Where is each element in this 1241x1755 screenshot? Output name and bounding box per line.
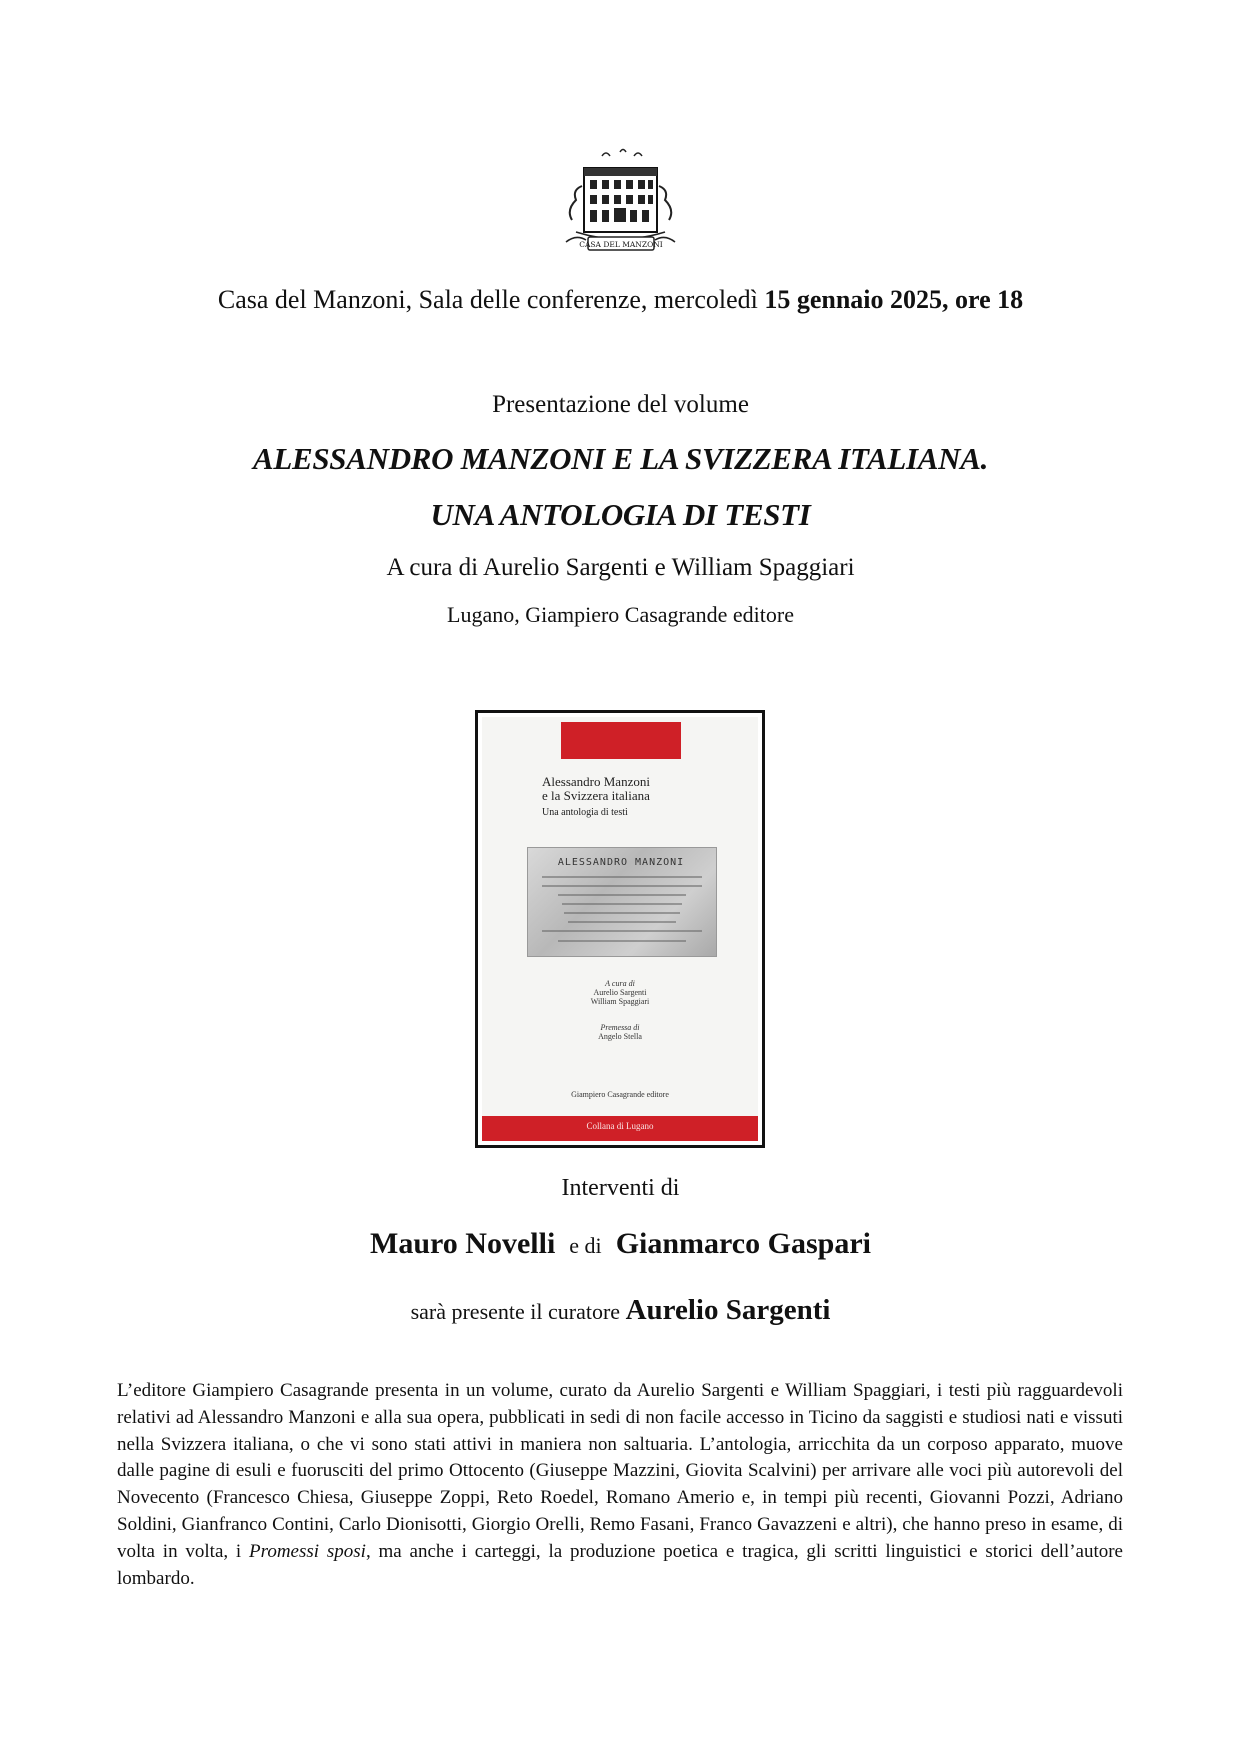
- book-title-line-2: UNA ANTOLOGIA DI TESTI: [430, 497, 811, 532]
- event-date: 15 gennaio 2025, ore 18: [764, 285, 1024, 314]
- speakers-intro: Interventi di: [561, 1175, 680, 1201]
- description-part-1: L’editore Giampiero Casagrande presenta in un volume, curato da Aurelio Sargenti e William Spaggiari, i testi più ragguardevoli relativi ad Alessandro Manzoni e alla sua opera, pubblicati in sedi di non facile accesso in Ticino da saggisti e studiosi nati e vissuti nella Svizzera italiana, o che vi sono stati attivi in maniera non saltuaria. L’antologia, arricchita da un corposo apparato, muove dalle pagine di esuli e fuorusciti del primo Ottocento (Giuseppe Mazzini, Giovita Scalvini) per arrivare alle voci più autorevoli del Novecento (Francesco Chiesa, Giuseppe Zoppi, Reto Roedel, Romano Amerio e, in tempi più recenti, Giovanni Pozzi, Adriano Soldini, Gianfranco Contini, Carlo Dionisotti, Giorgio Orelli, Remo Fasani, Franco Gavazzeni e altri), che hanno preso in esame, di volta in volta, i: [117, 1380, 1123, 1562]
- presentation-intro: Presentazione del volume: [492, 391, 749, 418]
- cover-bottom-band: [482, 1116, 758, 1141]
- cover-series: Collana di Lugano: [586, 1121, 654, 1131]
- book-publisher: Lugano, Giampiero Casagrande editore: [447, 602, 794, 627]
- curator-present-line: [0, 1294, 1241, 1327]
- book-cover-image: [475, 710, 765, 1148]
- casa-del-manzoni-logo: [562, 148, 679, 263]
- book-description: [117, 1378, 1123, 1592]
- description-italic-title: Promessi sposi: [249, 1540, 366, 1562]
- cover-curated-by: A cura di Aurelio Sargenti William Spaggiari: [590, 979, 650, 1006]
- logo-caption: CASA DEL MANZONI: [579, 240, 663, 249]
- speakers-line: [0, 1227, 1241, 1261]
- curator-present-name: Aurelio Sargenti: [625, 1294, 831, 1326]
- event-venue-line: [0, 285, 1241, 315]
- cover-title: Alessandro Manzoni e la Svizzera italiana Una antologia di testi: [542, 774, 650, 818]
- curator-present-text: sarà presente il curatore: [410, 1299, 626, 1324]
- speaker-1: Mauro Novelli: [370, 1227, 556, 1260]
- book-curators: A cura di Aurelio Sargenti e William Spaggiari: [386, 554, 855, 581]
- cover-preface: Premessa di Angelo Stella: [598, 1023, 642, 1041]
- speaker-2: Gianmarco Gaspari: [615, 1227, 871, 1260]
- cover-top-band: [561, 722, 681, 759]
- description-part-2: , ma anche i carteggi, la produzione poetica e tragica, gli scritti linguistici e storici dell’autore lombardo.: [117, 1540, 1123, 1589]
- venue-text: Casa del Manzoni, Sala delle conferenze, mercoledì: [217, 285, 765, 314]
- plaque-heading: ALESSANDRO MANZONI: [557, 857, 685, 868]
- cover-publisher: Giampiero Casagrande editore: [571, 1090, 669, 1099]
- cover-plaque-photo: [527, 847, 717, 957]
- book-title-line-1: ALESSANDRO MANZONI E LA SVIZZERA ITALIANA.: [252, 441, 989, 476]
- speaker-conjunction: e di: [569, 1233, 602, 1258]
